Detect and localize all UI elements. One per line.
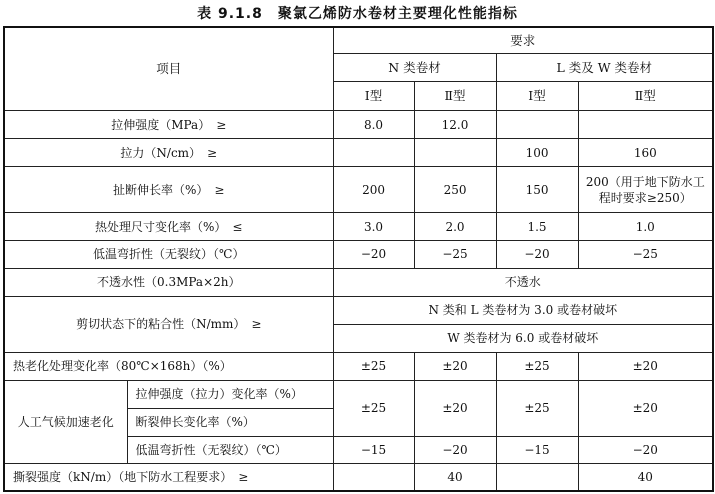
cell: ±20 bbox=[578, 352, 713, 380]
row-label: 人工气候加速老化 bbox=[4, 380, 127, 464]
cell: 2.0 bbox=[414, 213, 496, 241]
table-row bbox=[4, 139, 713, 167]
cell: ±25 bbox=[496, 352, 578, 380]
cell bbox=[333, 464, 414, 491]
cell: −15 bbox=[333, 436, 414, 464]
table-row bbox=[4, 380, 713, 408]
table-row bbox=[4, 352, 713, 380]
cell: −20 bbox=[578, 436, 713, 464]
cell: 40 bbox=[578, 464, 713, 491]
cell bbox=[496, 111, 578, 139]
row-label: 剪切状态下的粘合性（N/mm） ≥ bbox=[4, 296, 333, 352]
row-label: 拉力（N/cm） ≥ bbox=[4, 139, 333, 167]
cell: 250 bbox=[414, 167, 496, 213]
cell: −25 bbox=[414, 240, 496, 268]
cell: 100 bbox=[496, 139, 578, 167]
cell: 200 bbox=[333, 167, 414, 213]
header-item: 项目 bbox=[4, 27, 333, 111]
header-requirement: 要求 bbox=[333, 27, 713, 54]
cell: −15 bbox=[496, 436, 578, 464]
cell: −20 bbox=[496, 240, 578, 268]
header-lw-type1: Ⅰ型 bbox=[496, 82, 578, 111]
row-label: 热处理尺寸变化率（%） ≤ bbox=[4, 213, 333, 241]
row-label: 热老化处理变化率（80℃×168h）（%） bbox=[4, 352, 333, 380]
cell bbox=[578, 111, 713, 139]
header-n-type1: Ⅰ型 bbox=[333, 82, 414, 111]
cell: ±25 bbox=[496, 380, 578, 436]
cell: 1.0 bbox=[578, 213, 713, 241]
header-group-n: N 类卷材 bbox=[333, 54, 496, 82]
sub-label: 断裂伸长变化率（%） bbox=[127, 408, 333, 436]
properties-table bbox=[3, 26, 714, 492]
cell: ±25 bbox=[333, 352, 414, 380]
table-row bbox=[4, 167, 713, 213]
header-lw-type2: Ⅱ型 bbox=[578, 82, 713, 111]
cell: 200（用于地下防水工程时要求≥250） bbox=[578, 167, 713, 213]
cell: 40 bbox=[414, 464, 496, 491]
cell: 不透水 bbox=[333, 268, 713, 296]
cell: −25 bbox=[578, 240, 713, 268]
cell: 3.0 bbox=[333, 213, 414, 241]
cell: 8.0 bbox=[333, 111, 414, 139]
cell bbox=[414, 139, 496, 167]
cell: W 类卷材为 6.0 或卷材破坏 bbox=[333, 324, 713, 352]
row-label: 扯断伸长率（%） ≥ bbox=[4, 167, 333, 213]
table-row bbox=[4, 296, 713, 324]
sub-label: 低温弯折性（无裂纹）（℃） bbox=[127, 436, 333, 464]
sub-label: 拉伸强度（拉力）变化率（%） bbox=[127, 380, 333, 408]
table-row bbox=[4, 111, 713, 139]
header-group-lw: L 类及 W 类卷材 bbox=[496, 54, 713, 82]
cell: ±20 bbox=[578, 380, 713, 436]
table-row bbox=[4, 240, 713, 268]
table-row bbox=[4, 213, 713, 241]
cell: −20 bbox=[414, 436, 496, 464]
cell: 1.5 bbox=[496, 213, 578, 241]
table-row bbox=[4, 268, 713, 296]
cell: ±25 bbox=[333, 380, 414, 436]
cell: 160 bbox=[578, 139, 713, 167]
cell bbox=[333, 139, 414, 167]
header-n-type2: Ⅱ型 bbox=[414, 82, 496, 111]
cell: 150 bbox=[496, 167, 578, 213]
cell: N 类和 L 类卷材为 3.0 或卷材破坏 bbox=[333, 296, 713, 324]
cell bbox=[496, 464, 578, 491]
cell: 12.0 bbox=[414, 111, 496, 139]
row-label: 低温弯折性（无裂纹）（℃） bbox=[4, 240, 333, 268]
cell: ±20 bbox=[414, 352, 496, 380]
row-label: 撕裂强度（kN/m）（地下防水工程要求） ≥ bbox=[4, 464, 333, 491]
cell: −20 bbox=[333, 240, 414, 268]
row-label: 拉伸强度（MPa） ≥ bbox=[4, 111, 333, 139]
table-row bbox=[4, 464, 713, 491]
row-label: 不透水性（0.3MPa×2h） bbox=[4, 268, 333, 296]
table-title: 表 9.1.8 聚氯乙烯防水卷材主要理化性能指标 bbox=[197, 6, 518, 22]
cell: ±20 bbox=[414, 380, 496, 436]
